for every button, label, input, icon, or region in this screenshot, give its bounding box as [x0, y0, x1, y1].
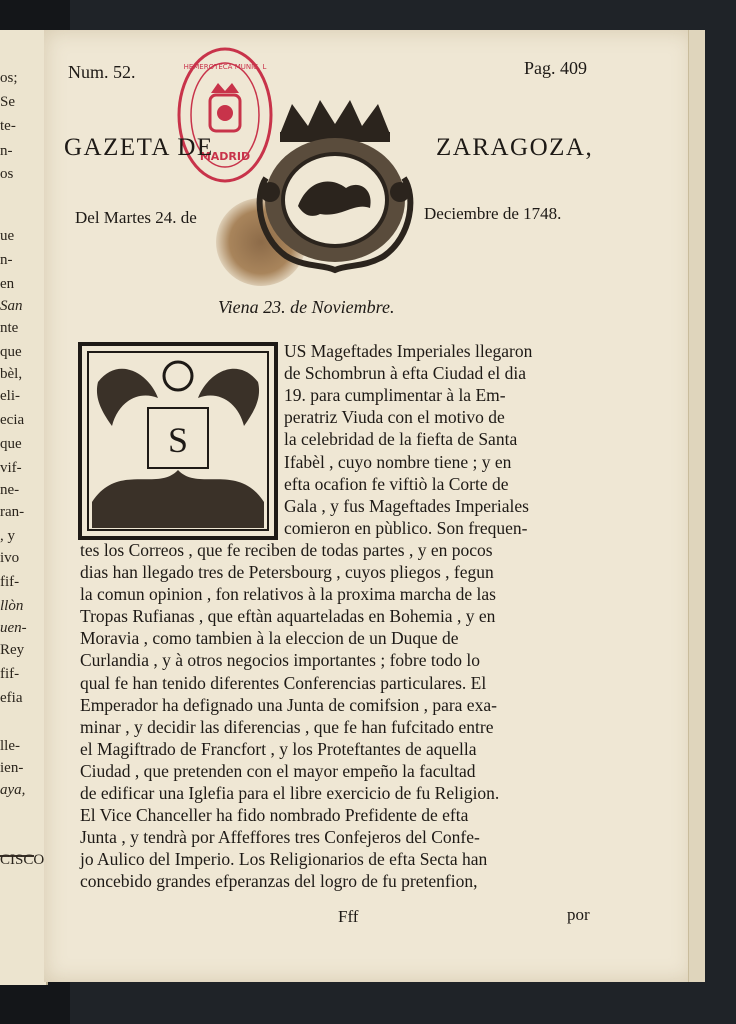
left-page-fragment: efia: [0, 690, 23, 706]
left-page-fragment: n-: [0, 143, 13, 159]
left-page-fragment: ue: [0, 228, 15, 244]
article-line: dias han llegado tres de Petersbourg , cuyos pliegos , fegun: [80, 562, 494, 582]
title-right: ZARAGOZA,: [436, 134, 594, 161]
article-line: tes los Correos , que fe reciben de todas partes , y en pocos: [80, 540, 493, 560]
article-line: Gala , y fus Mageftades Imperiales: [284, 496, 529, 516]
left-page-fragment: que: [0, 344, 22, 360]
left-page-fragment: os;: [0, 70, 18, 86]
left-page-fragment: vif-: [0, 460, 22, 476]
left-page-fragment: ien-: [0, 760, 24, 776]
stamp-city: MADRID: [199, 150, 251, 163]
left-page-fragment: ivo: [0, 550, 20, 566]
left-page-fragment: ne-: [0, 482, 20, 498]
left-page-fragment: en: [0, 276, 15, 292]
article-line: Ciudad , que pretenden con el mayor empeño la facultad: [80, 761, 476, 781]
article-line: 19. para cumplimentar à la Em-: [284, 385, 506, 405]
decorated-initial: [78, 342, 278, 540]
article-line: minar , y decidir las diferencias , que fe han fufcitado entre: [80, 717, 494, 737]
date-right: Deciembre de 1748.: [424, 204, 562, 223]
left-page-fragment: uen-: [0, 620, 27, 636]
article-line: de Schombrun à efta Ciudad el dia: [284, 363, 527, 383]
article-line: Ifabèl , cuyo nombre tiene ; y en: [284, 452, 512, 472]
article-line: la comun opinion , fon relativos à la proxima marcha de las: [80, 584, 496, 604]
left-page-fragment: ecia: [0, 412, 25, 428]
left-page-fragment: os: [0, 166, 14, 182]
left-page-fragment: te-: [0, 118, 16, 134]
left-page-fragment: fif-: [0, 574, 20, 590]
left-page-fragment: bèl,: [0, 366, 23, 382]
date-left: Del Martes 24. de: [75, 208, 197, 227]
left-page-fragment: eli-: [0, 388, 20, 404]
page-edge: [688, 30, 705, 982]
issue-number: Num. 52.: [68, 62, 136, 82]
left-page-fragment: , y: [0, 528, 15, 544]
article-line: peratriz Viuda con el motivo de: [284, 407, 505, 427]
article-line: comieron en pùblico. Son frequen-: [284, 518, 528, 538]
left-page-fragment: Se: [0, 94, 15, 110]
left-page-fragment: Rey: [0, 642, 25, 658]
title-left: GAZETA DE: [64, 134, 214, 161]
article-line: US Mageftades Imperiales llegaron: [284, 341, 533, 361]
coat-of-arms-icon: [250, 96, 420, 274]
left-page-fragment: CISCO: [0, 852, 45, 868]
left-page-fragment: n-: [0, 252, 13, 268]
article-dateline: Viena 23. de Noviembre.: [218, 297, 395, 317]
article-line: de edificar una Iglefia para el libre exercicio de fu Religion.: [80, 783, 500, 803]
left-page-fragment: nte: [0, 320, 19, 336]
article-line: Moravia , como tambien à la eleccion de un Duque de: [80, 628, 459, 648]
left-page-fragment: llòn: [0, 598, 24, 614]
left-page-fragment: San: [0, 298, 23, 314]
article-line: Curlandia , y à otros negocios importantes ; fobre todo lo: [80, 650, 480, 670]
signature-mark: Fff: [338, 907, 359, 926]
left-page-fragment: fif-: [0, 666, 20, 682]
article-line: El Vice Chanceller ha fido nombrado Prefidente de efta: [80, 805, 469, 825]
article-line: Emperador ha defignado una Junta de comifsion , para exa-: [80, 695, 497, 715]
left-page-fragment: que: [0, 436, 22, 452]
article-line: efta ocafion fe viftiò la Corte de: [284, 474, 509, 494]
article-line: la celebridad de la fiefta de Santa: [284, 429, 518, 449]
article-line: jo Aulico del Imperio. Los Religionarios de efta Secta han: [80, 849, 488, 869]
left-page-fragment: lle-: [0, 738, 20, 754]
article-line: Junta , y tendrà por Affeffores tres Confejeros del Confe-: [80, 827, 480, 847]
article-line: qual fe han tenido diferentes Conferencias particulares. El: [80, 673, 487, 693]
stamp-text: HEMEROTECA MUNIC. L: [183, 63, 267, 71]
article-line: concebido grandes efperanzas del logro de fu pretenfion,: [80, 871, 478, 891]
catchword: por: [567, 905, 590, 924]
left-page-fragment: aya,: [0, 782, 26, 798]
page-number: Pag. 409: [524, 58, 587, 78]
article-line: Tropas Rufianas , que eftàn aquarteladas en Bohemia , y en: [80, 606, 496, 626]
initial-letter: S: [167, 420, 189, 460]
article-line: el Magiftrado de Francfort , y los Proteftantes de aquella: [80, 739, 477, 759]
left-page-fragment: ran-: [0, 504, 25, 520]
left-page-edge: [0, 30, 48, 985]
